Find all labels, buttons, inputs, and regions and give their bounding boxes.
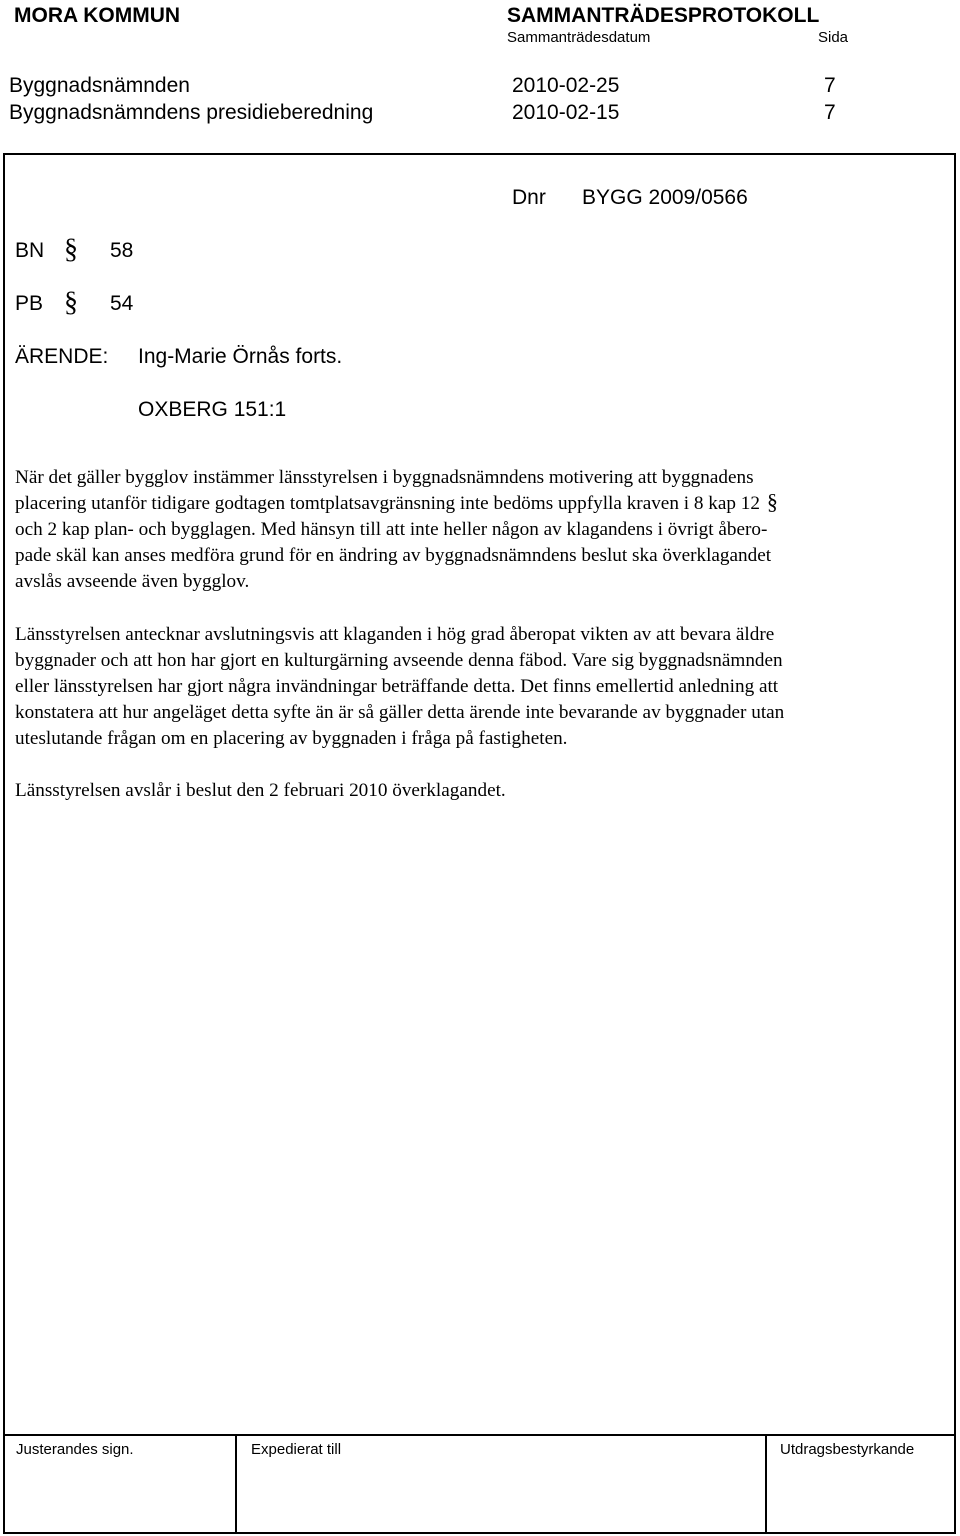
section-sign-icon: § <box>64 234 78 265</box>
dnr-value: BYGG 2009/0566 <box>582 186 748 209</box>
paragraph-line: avslås avseende även bygglov. <box>15 571 250 592</box>
bn-number: 58 <box>110 239 134 262</box>
bn-label: BN <box>15 239 45 262</box>
paragraph-1 <box>15 465 905 595</box>
paragraph-line: eller länsstyrelsen har gjort några invändningar beträffande detta. Det finns emellertid anledning att <box>15 676 779 697</box>
pb-label: PB <box>15 292 44 315</box>
meeting-body-1: Byggnadsnämnden <box>9 74 190 97</box>
document-type: SAMMANTRÄDESPROTOKOLL <box>507 4 820 27</box>
meeting-page-2: 7 <box>824 101 836 124</box>
signature-divider <box>765 1434 767 1534</box>
paragraph-line: pade skäl kan anses medföra grund för en ändring av byggnadsnämndens beslut ska överklagandet <box>15 545 772 566</box>
paragraph-line: placering utanför tidigare godtagen tomtplatsavgränsning inte bedöms uppfylla kraven i 8 kap 12 § <box>15 489 778 514</box>
paragraph-line: byggnader och att hon har gjort en kulturgärning avseende denna fäbod. Vare sig byggnadsnämnden <box>15 650 783 671</box>
signature-divider <box>235 1434 237 1534</box>
dnr-label: Dnr <box>512 186 546 209</box>
section-sign-icon: § <box>64 287 78 318</box>
dispatched-to-label: Expedierat till <box>251 1441 342 1458</box>
pb-number: 54 <box>110 292 134 315</box>
matter-value: Ing-Marie Örnås forts. <box>138 345 343 368</box>
paragraph-line: När det gäller bygglov instämmer länsstyrelsen i byggnadsnämndens motivering att byggnadens <box>15 467 754 488</box>
organization-name: MORA KOMMUN <box>14 4 181 27</box>
paragraph-line: Länsstyrelsen antecknar avslutningsvis att klaganden i hög grad åberopat vikten av att bevara äldre <box>15 624 775 645</box>
extract-certified-label: Utdragsbestyrkande <box>780 1441 915 1458</box>
adjuster-sign-label: Justerandes sign. <box>16 1441 134 1458</box>
paragraph-3: Länsstyrelsen avslår i beslut den 2 februari 2010 överklagandet. <box>15 780 506 801</box>
paragraph-line: konstatera att hur angeläget detta syfte än är så gäller detta ärende inte bevarande av byggnader utan <box>15 702 785 723</box>
page-column-label: Sida <box>818 29 849 46</box>
paragraph-line: uteslutande frågan om en placering av byggnaden i fråga på fastigheten. <box>15 728 568 749</box>
meeting-page-1: 7 <box>824 74 836 97</box>
meeting-date-2: 2010-02-15 <box>512 101 620 124</box>
section-sign-icon: § <box>766 489 778 514</box>
meeting-body-2: Byggnadsnämndens presidieberedning <box>9 101 374 124</box>
property-designation: OXBERG 151:1 <box>138 398 287 421</box>
matter-label: ÄRENDE: <box>15 345 109 368</box>
paragraph-line: och 2 kap plan- och bygglagen. Med hänsyn till att inte heller någon av klagandens i övrigt åbero- <box>15 519 768 540</box>
meeting-date-1: 2010-02-25 <box>512 74 620 97</box>
date-column-label: Sammanträdesdatum <box>507 29 651 46</box>
paragraph-2 <box>15 622 905 752</box>
